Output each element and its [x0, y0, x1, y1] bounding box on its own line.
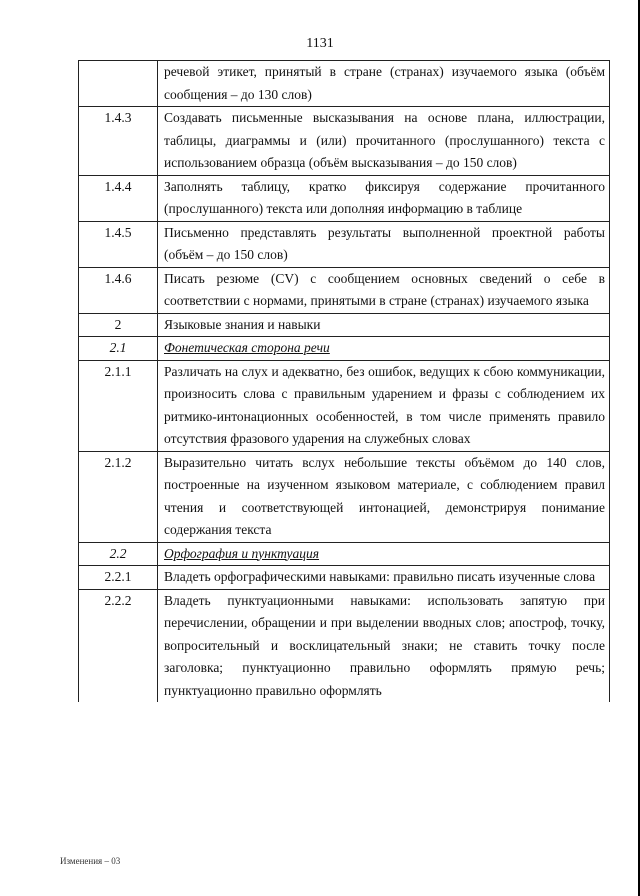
row-number-cell: 2 — [79, 313, 158, 337]
row-text-cell: речевой этикет, принятый в стране (странах) изучаемого языка (объём сообщения – до 130 слов) — [158, 61, 610, 107]
table-row — [79, 107, 610, 176]
table-row — [79, 61, 610, 107]
row-text-cell: Фонетическая сторона речи — [158, 337, 610, 361]
row-number-cell: 2.2.1 — [79, 566, 158, 590]
table-row — [79, 267, 610, 313]
requirements-table — [78, 60, 610, 702]
table-row — [79, 589, 610, 702]
table-body — [79, 61, 610, 703]
table-row — [79, 313, 610, 337]
table-row — [79, 175, 610, 221]
table-row — [79, 451, 610, 542]
table-row — [79, 542, 610, 566]
row-number-cell: 1.4.4 — [79, 175, 158, 221]
row-text-cell: Орфография и пунктуация — [158, 542, 610, 566]
row-number-cell — [79, 61, 158, 107]
row-number-cell: 2.1.2 — [79, 451, 158, 542]
row-text-cell: Письменно представлять результаты выполненной проектной работы (объём – до 150 слов) — [158, 221, 610, 267]
row-text-cell: Создавать письменные высказывания на основе плана, иллюстрации, таблицы, диаграммы и (или) прочитанного (прослушанного) текста с использованием образца (объём высказывания – до 150 слов) — [158, 107, 610, 176]
table-row — [79, 360, 610, 451]
row-text-cell: Заполнять таблицу, кратко фиксируя содержание прочитанного (прослушанного) текста или дополняя информацию в таблице — [158, 175, 610, 221]
row-text-cell: Владеть пунктуационными навыками: использовать запятую при перечислении, обращении и при выделении вводных слов; апостроф, точку, вопросительный и восклицательный знаки; не ставить точку после заголовка; пунктуационно правильно оформлять прямую речь; пунктуационно правильно оформлять — [158, 589, 610, 702]
footer-revision: Изменения – 03 — [60, 856, 121, 866]
row-number-cell: 2.1.1 — [79, 360, 158, 451]
row-number-cell: 2.1 — [79, 337, 158, 361]
row-number-cell: 1.4.5 — [79, 221, 158, 267]
row-number-cell: 1.4.6 — [79, 267, 158, 313]
row-number-cell: 2.2.2 — [79, 589, 158, 702]
table-row — [79, 566, 610, 590]
row-text-cell: Языковые знания и навыки — [158, 313, 610, 337]
page-number: 1131 — [306, 36, 334, 51]
table-row — [79, 337, 610, 361]
row-text-cell: Различать на слух и адекватно, без ошибок, ведущих к сбою коммуникации, произносить слова с правильным ударением и фразы с соблюдением их ритмико-интонационных особенностей, в том числе применять правило отсутствия фразового ударения на служебных словах — [158, 360, 610, 451]
row-text-cell: Выразительно читать вслух небольшие тексты объёмом до 140 слов, построенные на изученном языковом материале, с соблюдением правил чтения и соответствующей интонацией, демонстрируя понимание содержания текста — [158, 451, 610, 542]
row-text-cell: Писать резюме (CV) с сообщением основных сведений о себе в соответствии с нормами, принятыми в стране (странах) изучаемого языка — [158, 267, 610, 313]
table-row — [79, 221, 610, 267]
row-number-cell: 2.2 — [79, 542, 158, 566]
row-text-cell: Владеть орфографическими навыками: правильно писать изученные слова — [158, 566, 610, 590]
row-number-cell: 1.4.3 — [79, 107, 158, 176]
